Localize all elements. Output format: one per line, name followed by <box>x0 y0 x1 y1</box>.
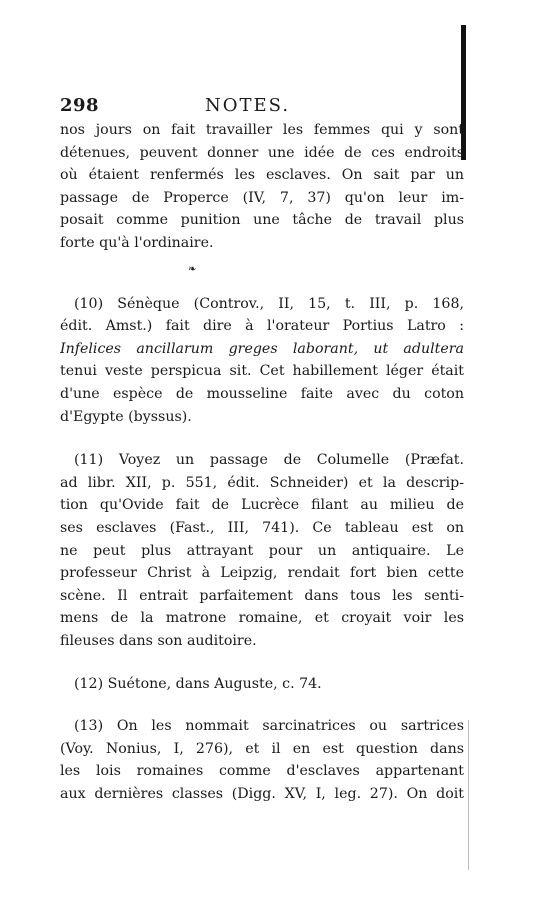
note-line: d'une espèce de mousseline faite avec du coton <box>60 385 464 402</box>
note-line: les lois romaines comme d'esclaves appartenant <box>60 763 464 780</box>
page-body <box>60 119 464 805</box>
note-line: (Voy. Nonius, I, 276), et il en est question dans <box>60 740 464 757</box>
text-line: posait comme punition une tâche de travail plus <box>60 212 464 229</box>
note-10 <box>60 293 464 429</box>
note-line: professeur Christ à Leipzig, rendait fort bien cette <box>60 565 464 582</box>
text-line: forte qu'à l'ordinaire. <box>60 234 214 251</box>
running-title: NOTES. <box>205 95 291 116</box>
note-line: (13) On les nommait sarcinatrices ou sartrices <box>74 718 464 735</box>
note-line: ne peut plus attrayant pour un antiquaire. Le <box>60 542 464 559</box>
note-line: (11) Voyez un passage de Columelle (Præfat. <box>74 452 464 469</box>
note-line: scène. Il entrait parfaitement dans tous les senti- <box>60 587 464 604</box>
note-13 <box>60 715 464 805</box>
continuation-paragraph <box>60 119 464 255</box>
note-line: mens de la matrone romaine, et croyait voir les <box>60 610 464 627</box>
note-line: édit. Amst.) fait dire à l'orateur Portius Latro : <box>60 318 464 335</box>
text-line: détenues, peuvent donner une idée de ces endroits <box>60 144 464 161</box>
note-line: tion qu'Ovide fait de Lucrèce filant au milieu de <box>60 497 464 514</box>
note-line: (12) Suétone, dans Auguste, c. 74. <box>74 676 322 693</box>
note-12 <box>60 673 464 696</box>
note-line: ad libr. XII, p. 551, édit. Schneider) et la descrip- <box>60 474 464 491</box>
ornament-mark: ❧ <box>188 263 197 275</box>
text-line: passage de Properce (IV, 7, 37) qu'on leur im- <box>60 189 464 206</box>
note-line: ses esclaves (Fast., III, 741). Ce tableau est on <box>60 519 464 536</box>
note-line: fileuses dans son auditoire. <box>60 632 257 649</box>
note-line: Infelices ancillarum greges laborant, ut adultera <box>60 340 464 357</box>
text-line: où étaient renfermés les esclaves. On sait par un <box>60 167 464 184</box>
note-line: tenui veste perspicua sit. Cet habillement léger était <box>60 363 464 380</box>
page-number: 298 <box>60 95 100 116</box>
scan-edge-line <box>468 720 469 870</box>
note-line: aux dernières classes (Digg. XV, I, leg. 27). On doit <box>60 785 464 802</box>
text-line: nos jours on fait travailler les femmes qui y sont <box>60 122 464 138</box>
note-line: d'Egypte (byssus). <box>60 408 192 425</box>
note-11 <box>60 449 464 652</box>
note-line: (10) Sénèque (Controv., II, 15, t. III, p. 168, <box>74 295 464 312</box>
page-header <box>60 95 460 121</box>
